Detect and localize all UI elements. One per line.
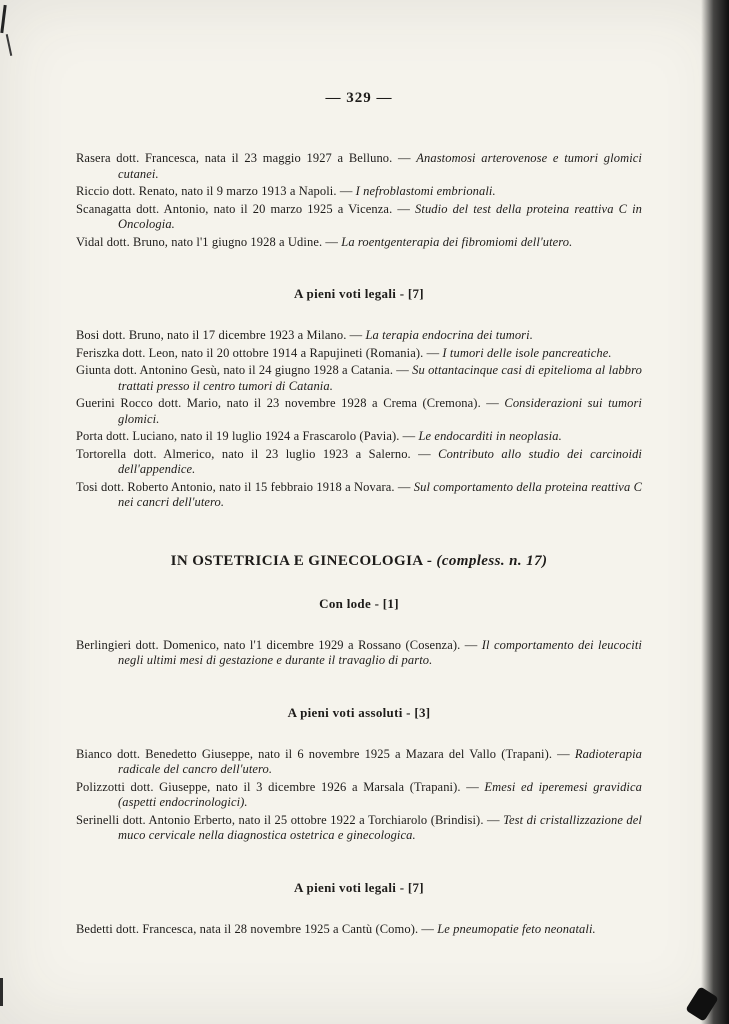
entry-person: Feriszka dott. Leon, nato il 20 ottobre 1914 a Rapujineti (Romania). — xyxy=(76,345,443,360)
entries-con-lode xyxy=(76,638,642,669)
heading-pieni-voti-assoluti: A pieni voti assoluti - [3] xyxy=(287,704,431,720)
thesis-entry xyxy=(76,480,642,511)
thesis-entry xyxy=(76,235,642,251)
entry-thesis-title: Radioterapia radicale del cancro dell'utero. xyxy=(118,746,642,776)
entry-thesis-title: La terapia endocrina dei tumori. xyxy=(365,328,533,342)
thesis-entry xyxy=(76,328,642,344)
thesis-entry xyxy=(76,363,642,394)
heading-pieni-voti-legali-medicina: A pieni voti legali - [7] xyxy=(294,286,424,301)
thesis-entry xyxy=(76,151,642,182)
entry-person: Vidal dott. Bruno, nato l'1 giugno 1928 a Udine. — xyxy=(76,234,342,249)
entry-thesis-title: Le pneumopatie feto neonatali. xyxy=(437,921,596,936)
entry-person: Polizzotti dott. Giuseppe, nato il 3 dicembre 1926 a Marsala (Trapani). — xyxy=(76,779,485,794)
section-heading-main: IN OSTETRICIA E GINECOLOGIA - xyxy=(170,552,433,569)
entry-person: Tortorella dott. Almerico, nato il 23 luglio 1923 a Salerno. — xyxy=(76,446,439,461)
entries-assoluti xyxy=(76,747,642,844)
entries-legali-medicina xyxy=(76,328,642,511)
entry-person: Serinelli dott. Antonio Erberto, nato il 25 ottobre 1922 a Torchiarolo (Brindisi). — xyxy=(76,812,504,827)
entry-person: Giunta dott. Antonino Gesù, nato il 24 giugno 1928 a Catania. — xyxy=(76,363,413,377)
section-heading-ostetricia xyxy=(76,553,642,570)
entry-person: Berlingieri dott. Domenico, nato l'1 dicembre 1929 a Rossano (Cosenza). — xyxy=(76,637,482,652)
entry-thesis-title: Su ottantacinque casi di epitelioma al labbro trattati presso il centro tumori di Catania. xyxy=(118,363,642,393)
entry-person: Guerini Rocco dott. Mario, nato il 23 novembre 1928 a Crema (Cremona). — xyxy=(76,396,505,410)
page-content xyxy=(76,0,642,939)
entry-person: Riccio dott. Renato, nato il 9 marzo 1913 a Napoli. — xyxy=(76,184,356,198)
thesis-entry xyxy=(76,447,642,478)
entry-thesis-title: Il comportamento dei leucociti negli ultimi mesi di gestazione e durante il travaglio di parto. xyxy=(118,637,642,667)
entry-thesis-title: La roentgenterapia dei fibromiomi dell'utero. xyxy=(341,234,573,249)
scan-mark-top-left-artifact xyxy=(0,5,6,33)
heading-pieni-voti-legali-ostetricia: A pieni voti legali - [7] xyxy=(294,879,424,895)
thesis-entry xyxy=(76,922,642,938)
thesis-entry xyxy=(76,429,642,445)
entry-thesis-title: Contributo allo studio dei carcinoidi dell'appendice. xyxy=(118,446,643,476)
scan-mark-bottom-left-artifact xyxy=(0,978,3,1006)
thesis-entry xyxy=(76,747,642,778)
entry-thesis-title: Test di cristallizzazione del muco cervicale nella diagnostica ostetrica e ginecologica. xyxy=(118,812,643,842)
entries-top-group xyxy=(76,151,642,250)
entry-thesis-title: Considerazioni sui tumori glomici. xyxy=(118,396,643,426)
entries-legali-ostetricia xyxy=(76,922,642,938)
page-number: — 329 — xyxy=(325,90,393,106)
thesis-entry xyxy=(76,396,642,427)
entry-thesis-title: Sul comportamento della proteina reattiva C nei cancri dell'utero. xyxy=(118,479,643,509)
section-heading-detail: (compless. n. 17) xyxy=(436,552,548,569)
entry-person: Bedetti dott. Francesca, nata il 28 novembre 1925 a Cantù (Como). — xyxy=(76,921,438,936)
thesis-entry xyxy=(76,184,642,200)
entry-thesis-title: Studio del test della proteina reattiva C in Oncologia. xyxy=(118,201,643,231)
entry-thesis-title: I nefroblastomi embrionali. xyxy=(355,184,496,198)
entry-person: Porta dott. Luciano, nato il 19 luglio 1924 a Frascarolo (Pavia). — xyxy=(76,429,419,443)
entry-thesis-title: Emesi ed iperemesi gravidica (aspetti endocrinologici). xyxy=(118,779,642,809)
thesis-entry xyxy=(76,638,642,669)
entry-thesis-title: I tumori delle isole pancreatiche. xyxy=(442,345,612,360)
thesis-entry xyxy=(76,813,642,844)
entry-person: Rasera dott. Francesca, nata il 23 maggio 1927 a Belluno. — xyxy=(76,151,417,165)
thesis-entry xyxy=(76,202,642,233)
scan-edge-right-artifact xyxy=(701,0,729,1024)
entry-person: Bosi dott. Bruno, nato il 17 dicembre 1923 a Milano. — xyxy=(76,328,366,342)
entry-thesis-title: Le endocarditi in neoplasia. xyxy=(418,429,562,443)
entry-thesis-title: Anastomosi arterovenose e tumori glomici cutanei. xyxy=(118,151,643,181)
thesis-entry xyxy=(76,346,642,362)
entry-person: Bianco dott. Benedetto Giuseppe, nato il 6 novembre 1925 a Mazara del Vallo (Trapani). — xyxy=(76,746,575,761)
thesis-entry xyxy=(76,780,642,811)
heading-con-lode: Con lode - [1] xyxy=(319,595,399,611)
entry-person: Scanagatta dott. Antonio, nato il 20 marzo 1925 a Vicenza. — xyxy=(76,201,416,216)
entry-person: Tosi dott. Roberto Antonio, nato il 15 febbraio 1918 a Novara. — xyxy=(76,479,414,494)
scan-mark-top-left-2-artifact xyxy=(6,34,13,56)
